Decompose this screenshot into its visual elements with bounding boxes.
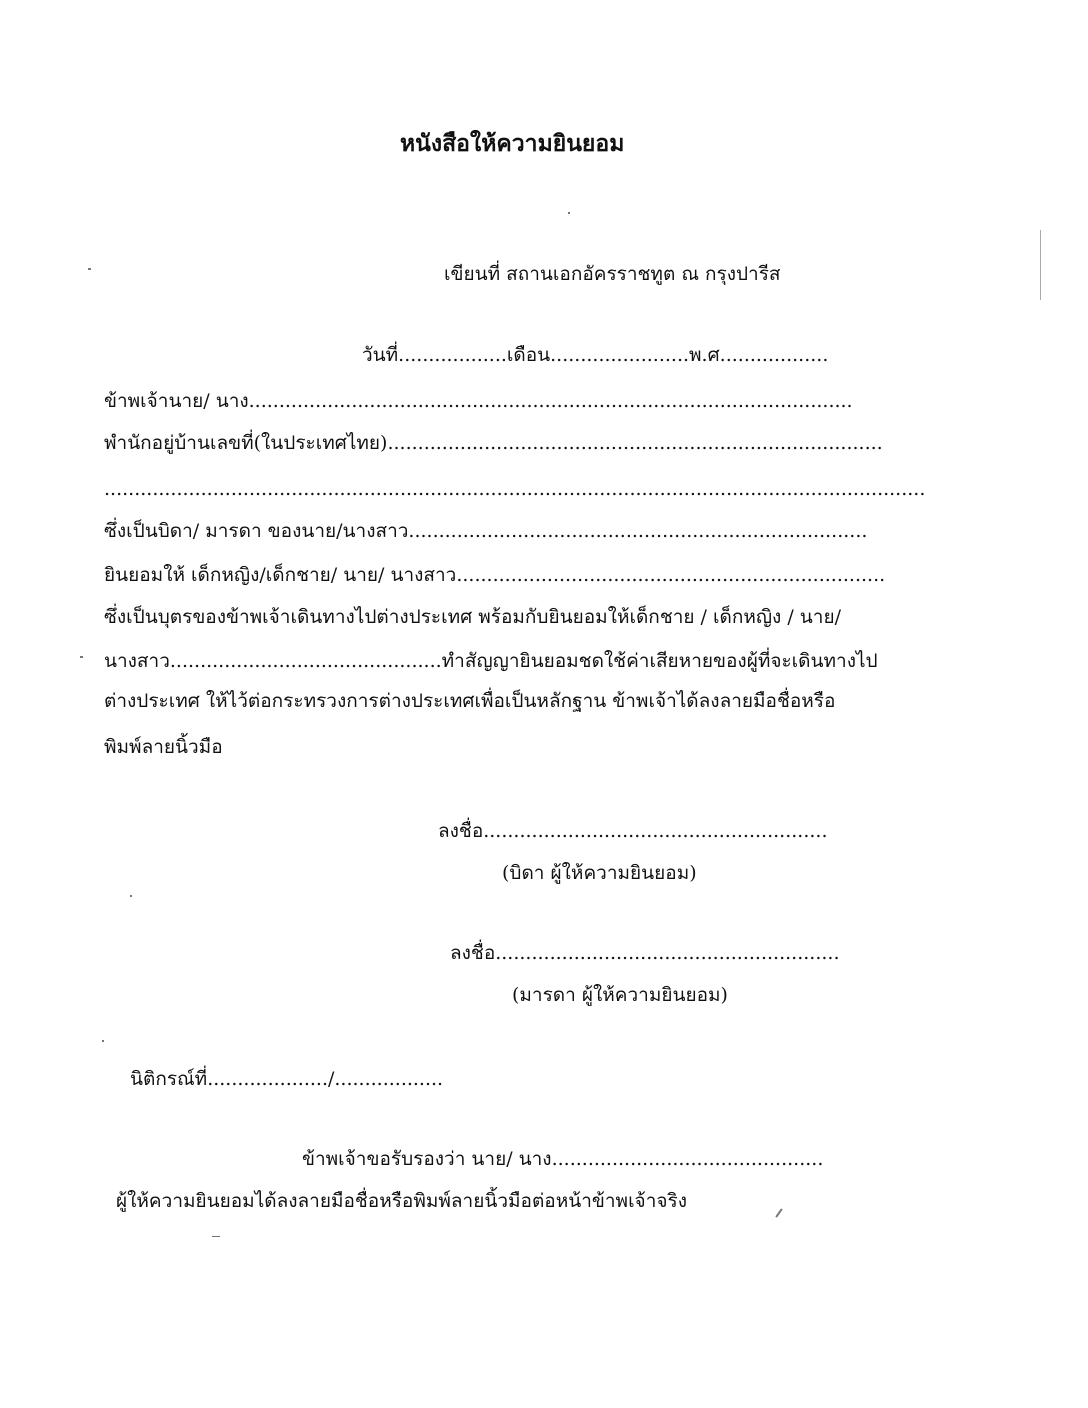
father-signature-line: ลงชื่อ......................................................... — [438, 820, 828, 842]
paragraph-line-3: ต่างประเทศ ให้ไว้ต่อกระทรวงการต่างประเทศเพื่อเป็นหลักฐาน ข้าพเจ้าได้ลงลายมือชื่อหรือ — [104, 690, 836, 712]
paragraph-line-1: ซึ่งเป็นบุตรของข้าพเจ้าเดินทางไปต่างประเทศ พร้อมกับยินยอมให้เด็กชาย / เด็กหญิง / นาย/ — [104, 606, 841, 628]
certification-line-1: ข้าพเจ้าขอรับรองว่า นาย/ นาง............................................. — [302, 1148, 824, 1170]
scan-speck — [80, 656, 83, 658]
scan-speck — [568, 212, 570, 214]
legal-reference: นิติกรณ์ที่..................../.................. — [130, 1068, 444, 1090]
address-field: พำนักอยู่บ้านเลขที่(ในประเทศไทย).................................................................................. — [104, 432, 883, 454]
parent-of-field: ซึ่งเป็นบิดา/ มารดา ของนาย/นางสาว............................................................................ — [104, 520, 868, 542]
document-title: หนังสือให้ความยินยอม — [400, 130, 625, 157]
mother-signature-caption: (มารดา ผู้ให้ความยินยอม) — [512, 984, 728, 1006]
scan-speck — [212, 1236, 220, 1237]
paragraph-line-4: พิมพ์ลายนิ้วมือ — [104, 736, 223, 758]
written-at-line: เขียนที่ สถานเอกอัครราชทูต ณ กรุงปารีส — [444, 263, 781, 285]
scan-speck — [775, 1208, 782, 1217]
scan-speck — [130, 895, 132, 897]
date-line: วันที่..................เดือน.......................พ.ศ.................. — [362, 344, 829, 366]
scan-edge-mark — [1040, 230, 1041, 300]
father-signature-caption: (บิดา ผู้ให้ความยินยอม) — [502, 862, 697, 884]
scan-speck — [88, 268, 91, 270]
name-field: ข้าพเจ้านาย/ นาง.................................................................................................... — [104, 390, 853, 412]
mother-signature-line: ลงชื่อ......................................................... — [450, 942, 840, 964]
certification-line-2: ผู้ให้ความยินยอมได้ลงลายมือชื่อหรือพิมพ์ลายนิ้วมือต่อหน้าข้าพเจ้าจริง — [116, 1190, 687, 1212]
consent-to-field: ยินยอมให้ เด็กหญิง/เด็กชาย/ นาย/ นางสาว....................................................................... — [104, 564, 886, 586]
paragraph-line-2: นางสาว.............................................ทำสัญญายินยอมชดใช้ค่าเสียหายของผู้ที่จะเดินทางไป — [104, 650, 878, 672]
address-continuation-field: ........................................................................................................................................ — [104, 478, 926, 500]
scan-speck — [102, 1040, 104, 1042]
